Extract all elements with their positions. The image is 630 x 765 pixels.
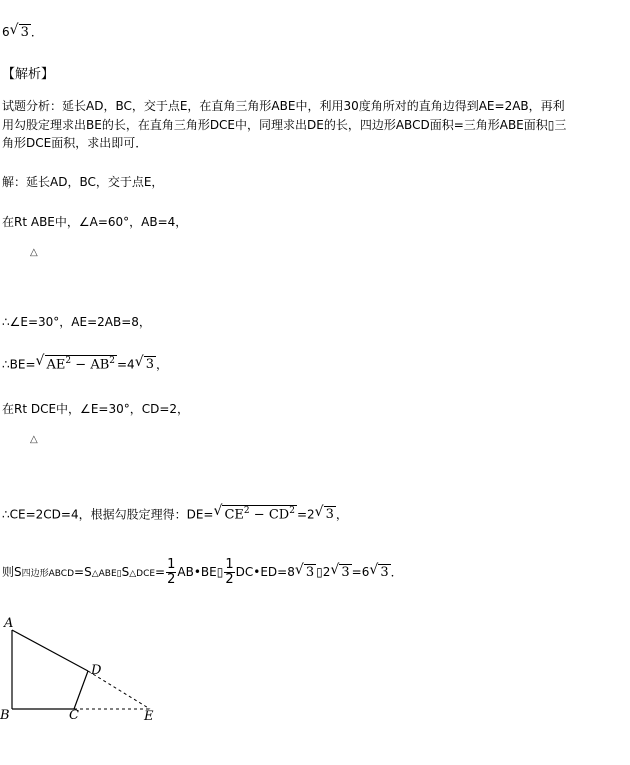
analysis-line-2: 用勾股定理求出BE的长，在直角三角形DCE中，同理求出DE的长，四边形ABCD面积=三角形ABE面积▯三 [2, 118, 567, 132]
de-sqrt: √ $CE^2 - CD^2$ [213, 505, 296, 522]
label-d: D [91, 663, 102, 678]
label-c: C [69, 708, 79, 723]
triangle-symbol-1: △ [30, 247, 38, 258]
geometry-figure [0, 612, 170, 727]
triangle-symbol-2: △ [30, 434, 38, 445]
solution-angle-e: ∴∠E=30°，AE=2AB=8， [2, 315, 151, 329]
answer-line: 6√ 3 ． [2, 23, 43, 40]
analysis-line-1: 试题分析：延长AD，BC，交于点E，在直角三角形ABE中，利用30度角所对的直角边得到AE=2AB，再利 [2, 99, 565, 113]
solution-rt1: 在Rt ABE中，∠A=60°，AB=4， [2, 215, 188, 229]
answer-sqrt: √ 3 [10, 24, 31, 40]
analysis-line-3: 角形DCE面积，求出即可． [2, 136, 148, 150]
fraction-half-2: $\frac{1}{2}$ [225, 557, 234, 587]
segment-cd [74, 671, 88, 709]
segment-ad [12, 630, 88, 671]
label-b: B [0, 708, 10, 723]
fraction-half-1: $\frac{1}{2}$ [167, 557, 176, 587]
solution-intro: 解：延长AD，BC，交于点E， [2, 175, 164, 189]
be-sqrt: √ $AE^2 - AB^2$ [36, 355, 117, 372]
analysis-heading: 【解析】 [2, 67, 55, 82]
solution-de: ∴CE=2CD=4，根据勾股定理得：DE=√ $CE^2 - CD^2 =2√$ 3 ， [2, 505, 348, 522]
solution-rt2: 在Rt DCE中，∠E=30°，CD=2， [2, 402, 190, 416]
answer-coef: 6 [2, 25, 10, 39]
label-a: A [4, 616, 14, 631]
solution-area: 则S四边形ABCD=S△ABE▯S△DCE= $\frac{1}{2}$ AB•BE▯ $\frac{1}{2}$ DC•ED=8√ 3 ▯2√ 3 =6√ 3 ． [2, 558, 403, 587]
solution-be: ∴BE=√ $AE^2 - AB^2 =4√$ 3 ， [2, 355, 168, 372]
label-e: E [144, 709, 154, 724]
